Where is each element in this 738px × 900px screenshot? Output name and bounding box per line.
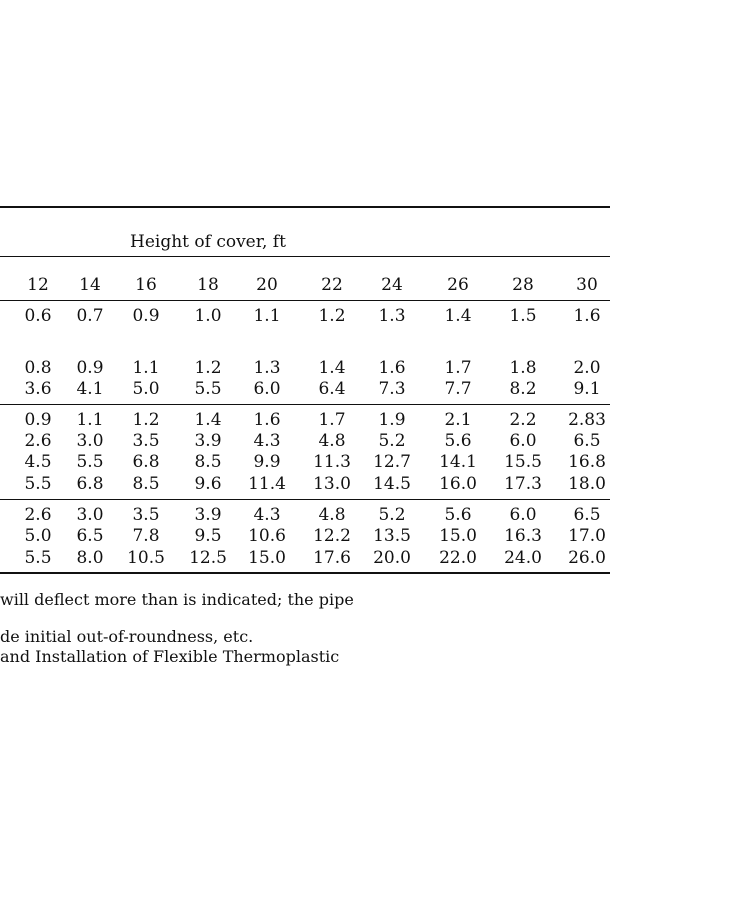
column-header: 30 [576,275,598,295]
table-cell: 8.0 [76,548,104,568]
height-of-cover-header: Height of cover, ft [130,232,286,252]
table-cell: 17.3 [504,474,542,494]
table-cell: 12.7 [373,452,411,472]
table-cell: 15.5 [504,452,542,472]
table-cell: 0.9 [76,358,104,378]
table-cell: 10.5 [127,548,165,568]
table-cell: 14.1 [439,452,477,472]
table-cell: 17.0 [568,526,606,546]
table-cell: 5.5 [194,379,222,399]
table-cell: 20.0 [373,548,411,568]
table-cell: 16.3 [504,526,542,546]
table-cell: 1.2 [132,410,160,430]
table-cell: 12.2 [313,526,351,546]
table-cell: 5.6 [444,505,472,525]
table-cell: 1.9 [378,410,406,430]
table-cell: 11.3 [313,452,351,472]
table-bottom-rule [0,572,610,574]
table-cell: 9.6 [194,474,222,494]
table-cell: 0.6 [24,306,52,326]
table-cell: 16.8 [568,452,606,472]
footnote-line-1: will deflect more than is indicated; the pipe [0,590,354,609]
table-cell: 3.0 [76,431,104,451]
table-cell: 8.5 [132,474,160,494]
column-header: 28 [512,275,534,295]
table-cell: 5.6 [444,431,472,451]
table-cell: 1.2 [194,358,222,378]
table-cell: 2.6 [24,505,52,525]
table-cell: 1.2 [318,306,346,326]
column-header: 18 [197,275,219,295]
header-underline [0,256,610,257]
table-cell: 1.3 [378,306,406,326]
table-cell: 10.6 [248,526,286,546]
table-cell: 6.5 [573,505,601,525]
footnote-line-2: de initial out-of-roundness, etc. [0,627,254,646]
column-header: 24 [381,275,403,295]
table-cell: 1.4 [318,358,346,378]
table-cell: 24.0 [504,548,542,568]
table-cell: 1.1 [132,358,160,378]
table-cell: 1.7 [318,410,346,430]
table-cell: 1.6 [378,358,406,378]
table-cell: 26.0 [568,548,606,568]
table-cell: 15.0 [248,548,286,568]
table-cell: 3.0 [76,505,104,525]
table-cell: 3.5 [132,505,160,525]
table-cell: 16.0 [439,474,477,494]
table-cell: 1.7 [444,358,472,378]
table-cell: 2.0 [573,358,601,378]
table-cell: 1.6 [573,306,601,326]
table-cell: 6.0 [509,431,537,451]
table-cell: 1.3 [253,358,281,378]
column-header: 16 [135,275,157,295]
table-cell: 9.1 [573,379,601,399]
column-header: 20 [256,275,278,295]
table-cell: 5.0 [132,379,160,399]
table-cell: 3.5 [132,431,160,451]
column-header: 22 [321,275,343,295]
table-cell: 6.5 [573,431,601,451]
table-cell: 8.5 [194,452,222,472]
table-cell: 2.83 [568,410,606,430]
table-cell: 13.0 [313,474,351,494]
table-cell: 17.6 [313,548,351,568]
table-cell: 7.3 [378,379,406,399]
table-cell: 12.5 [189,548,227,568]
table-cell: 6.5 [76,526,104,546]
table-cell: 6.8 [132,452,160,472]
table-cell: 4.3 [253,431,281,451]
table-cell: 3.6 [24,379,52,399]
column-header: 14 [79,275,101,295]
group-rule-2 [0,499,610,500]
table-cell: 4.8 [318,505,346,525]
table-cell: 1.5 [509,306,537,326]
table-cell: 0.8 [24,358,52,378]
table-cell: 4.8 [318,431,346,451]
table-cell: 7.8 [132,526,160,546]
table-cell: 8.2 [509,379,537,399]
table-cell: 5.2 [378,505,406,525]
table-cell: 4.5 [24,452,52,472]
table-cell: 1.1 [253,306,281,326]
table-cell: 1.4 [194,410,222,430]
table-cell: 14.5 [373,474,411,494]
column-header: 26 [447,275,469,295]
table-cell: 0.9 [24,410,52,430]
column-header-rule [0,300,610,301]
table-cell: 7.7 [444,379,472,399]
table-cell: 9.5 [194,526,222,546]
table-cell: 6.4 [318,379,346,399]
table-cell: 18.0 [568,474,606,494]
table-cell: 6.0 [253,379,281,399]
table-cell: 5.0 [24,526,52,546]
table-cell: 1.0 [194,306,222,326]
table-top-rule [0,206,610,208]
table-cell: 13.5 [373,526,411,546]
footnote-line-3: and Installation of Flexible Thermoplastic [0,647,340,666]
table-cell: 0.9 [132,306,160,326]
table-cell: 6.0 [509,505,537,525]
table-cell: 1.4 [444,306,472,326]
table-cell: 1.8 [509,358,537,378]
table-cell: 11.4 [248,474,286,494]
table-cell: 5.5 [24,548,52,568]
table-cell: 5.2 [378,431,406,451]
table-cell: 4.3 [253,505,281,525]
table-cell: 1.6 [253,410,281,430]
table-cell: 2.6 [24,431,52,451]
table-cell: 6.8 [76,474,104,494]
table-cell: 3.9 [194,505,222,525]
table-cell: 5.5 [24,474,52,494]
table-cell: 22.0 [439,548,477,568]
table-cell: 5.5 [76,452,104,472]
table-cell: 15.0 [439,526,477,546]
table-cell: 1.1 [76,410,104,430]
column-header: 12 [27,275,49,295]
table-cell: 0.7 [76,306,104,326]
table-cell: 2.1 [444,410,472,430]
table-cell: 9.9 [253,452,281,472]
group-rule-1 [0,404,610,405]
table-cell: 4.1 [76,379,104,399]
table-cell: 3.9 [194,431,222,451]
table-cell: 2.2 [509,410,537,430]
